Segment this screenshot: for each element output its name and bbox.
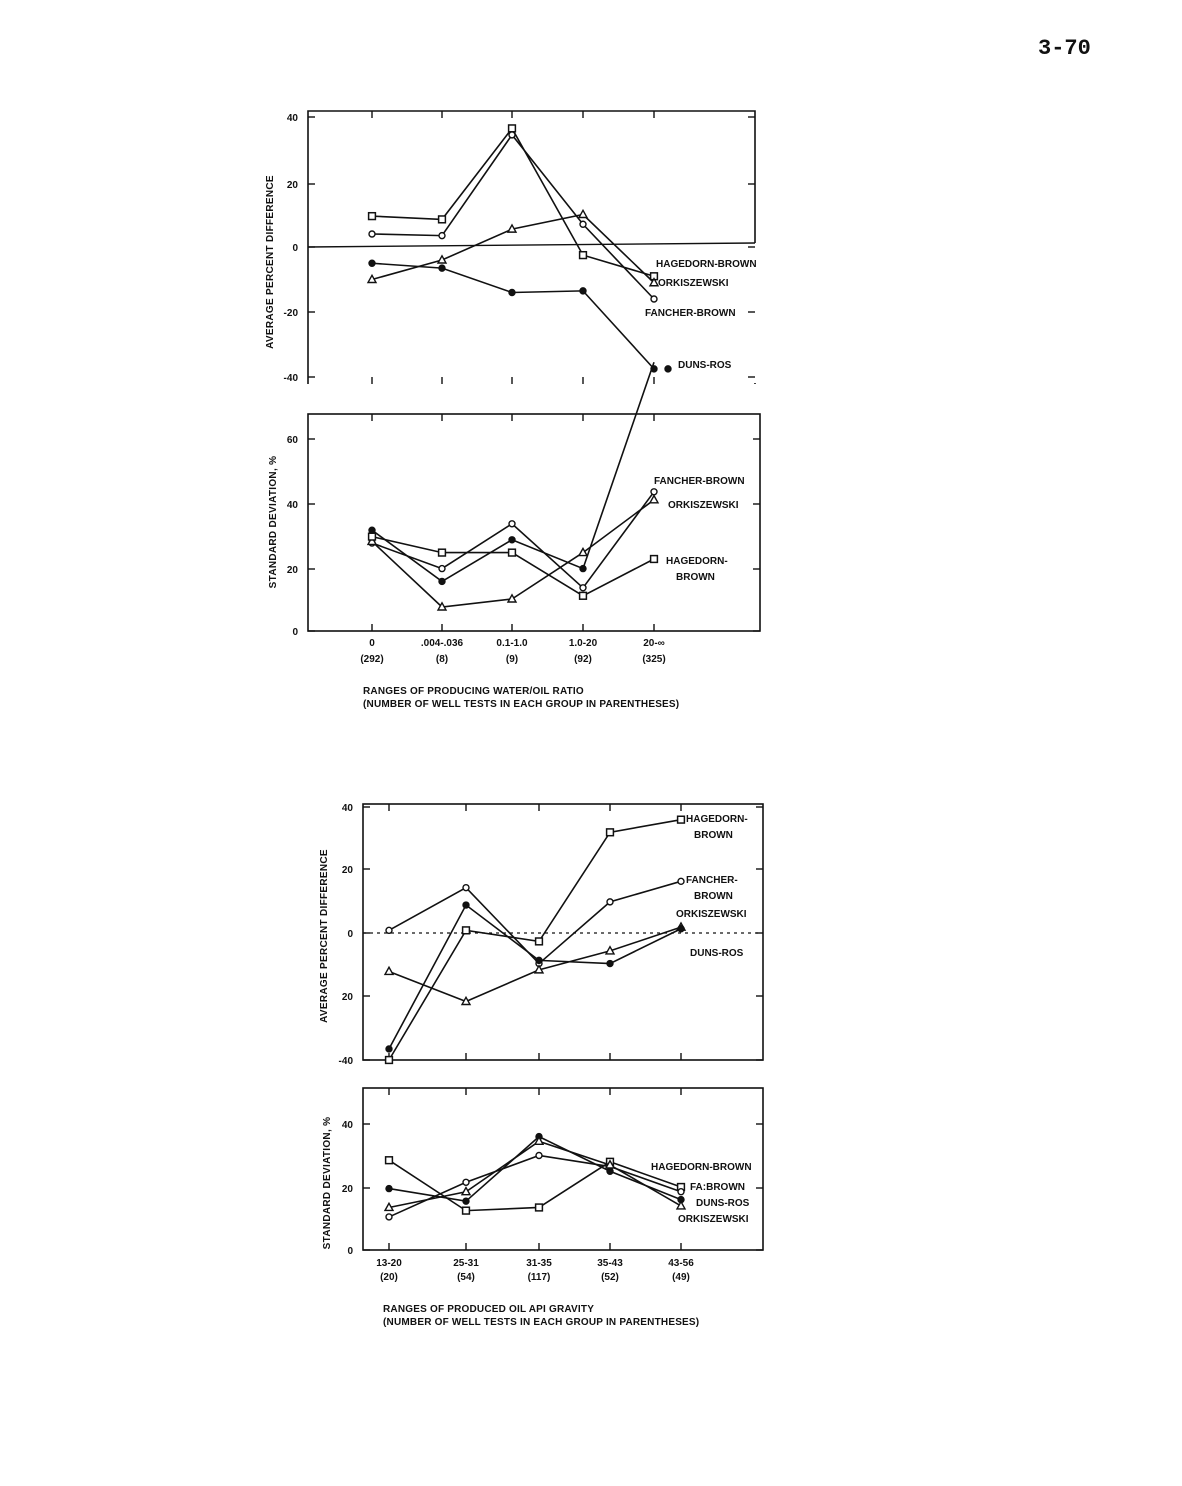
label-hagedorn-brown: HAGEDORN-BROWN	[656, 259, 757, 270]
y-axis-title: AVERAGE PERCENT DIFFERENCE	[265, 175, 276, 349]
data-point	[606, 947, 614, 954]
x-category-count: (20)	[380, 1272, 398, 1283]
y-tick-label: -20	[283, 308, 298, 319]
y-tick-label: 20	[286, 180, 298, 191]
y-tick-label: 0	[292, 243, 298, 254]
data-point	[509, 521, 515, 527]
x-category-count: (8)	[435, 654, 449, 665]
data-point	[438, 256, 446, 263]
data-point	[607, 960, 613, 966]
zero-line	[308, 243, 755, 247]
data-point	[439, 549, 446, 556]
y-tick-label: 40	[286, 113, 298, 124]
x-category-label: 0	[369, 638, 375, 649]
page-number: 3-70	[1038, 36, 1091, 61]
data-point	[509, 125, 516, 132]
data-point	[463, 1207, 470, 1214]
data-point	[536, 938, 543, 945]
series-duns-ros	[386, 902, 684, 1052]
data-point	[509, 537, 515, 543]
series-fancher-brown	[386, 878, 684, 966]
x-category-count: (292)	[360, 654, 384, 665]
data-point	[439, 265, 445, 271]
data-point	[439, 216, 446, 223]
label-duns-ros: DUNS-ROS	[678, 360, 732, 371]
x-axis-title: RANGES OF PRODUCING WATER/OIL RATIO	[363, 686, 584, 697]
data-point	[580, 585, 586, 591]
data-point	[369, 231, 375, 237]
data-point	[580, 288, 586, 294]
series-line	[372, 135, 654, 299]
label-hagedorn-brown: HAGEDORN-	[666, 556, 728, 567]
data-point	[386, 1046, 392, 1052]
series-line	[372, 215, 654, 283]
data-point	[665, 366, 671, 372]
data-point	[651, 556, 658, 563]
data-point	[580, 221, 586, 227]
y-axis-title: STANDARD DEVIATION, %	[322, 1116, 333, 1250]
plot-frame	[363, 804, 763, 1060]
x-category-label: .004-.036	[420, 638, 464, 649]
data-point	[607, 829, 614, 836]
label-fancher-brown: FANCHER-BROWN	[645, 308, 736, 319]
data-point	[385, 1203, 393, 1210]
x-category-count: (9)	[505, 654, 519, 665]
x-category-label: 25-31	[453, 1258, 479, 1269]
series-line	[389, 1137, 681, 1202]
y-tick-label: 60	[286, 435, 298, 446]
data-point	[386, 1185, 392, 1191]
data-point	[536, 957, 542, 963]
chart-panel-bottom-upper	[339, 803, 763, 1067]
data-point	[463, 927, 470, 934]
data-point	[580, 565, 586, 571]
label-hagedorn-brown-2: BROWN	[694, 830, 733, 841]
data-point	[369, 260, 375, 266]
data-point	[678, 816, 685, 823]
x-category-count: (54)	[457, 1272, 475, 1283]
y-tick-label: -40	[338, 1056, 353, 1067]
x-category-label: 13-20	[376, 1258, 402, 1269]
data-point	[386, 1214, 392, 1220]
data-point	[607, 899, 613, 905]
series-orkiszewski	[385, 1137, 685, 1210]
y-tick-label: 0	[347, 1246, 353, 1257]
x-category-label: 20-∞	[643, 638, 665, 649]
data-point	[678, 1189, 684, 1195]
x-category-label: 0.1-1.0	[496, 638, 528, 649]
series-hagedorn-brown	[386, 816, 685, 1063]
y-tick-label: 0	[347, 929, 353, 940]
y-tick-label: 0	[292, 627, 298, 638]
data-point	[369, 527, 375, 533]
plot-frame	[308, 414, 760, 631]
x-category-count: (117)	[527, 1272, 551, 1283]
data-point	[607, 1168, 613, 1174]
x-axis-subtitle: (NUMBER OF WELL TESTS IN EACH GROUP IN PARENTHESES)	[363, 699, 680, 710]
data-point	[508, 595, 516, 602]
data-point	[463, 1179, 469, 1185]
label-orkiszewski: ORKISZEWSKI	[678, 1214, 749, 1225]
label-fancher-brown: FANCHER-BROWN	[654, 476, 745, 487]
data-point	[509, 289, 515, 295]
series-orkiszewski	[368, 210, 658, 285]
data-point	[368, 275, 376, 282]
series-line	[389, 881, 681, 963]
data-point	[508, 225, 516, 232]
data-point	[386, 1057, 393, 1064]
data-point	[386, 927, 392, 933]
label-orkiszewski: ORKISZEWSKI	[668, 500, 739, 511]
series-line	[372, 537, 654, 596]
label-orkiszewski: ORKISZEWSKI	[676, 909, 747, 920]
data-point	[439, 578, 445, 584]
data-point	[509, 549, 516, 556]
data-point	[678, 878, 684, 884]
x-category-count: (325)	[642, 654, 666, 665]
label-hagedorn-brown-2: BROWN	[676, 572, 715, 583]
data-point	[579, 548, 587, 555]
data-point	[463, 902, 469, 908]
data-point	[536, 1204, 543, 1211]
x-category-label: 43-56	[668, 1258, 694, 1269]
y-tick-label: 20	[341, 865, 353, 876]
series-line	[389, 1160, 681, 1210]
data-point	[677, 1202, 685, 1209]
data-point	[509, 132, 515, 138]
x-axis-subtitle: (NUMBER OF WELL TESTS IN EACH GROUP IN PARENTHESES)	[383, 1317, 700, 1328]
data-point	[462, 997, 470, 1004]
data-point	[651, 296, 657, 302]
y-axis-title: AVERAGE PERCENT DIFFERENCE	[319, 849, 330, 1023]
data-point	[579, 210, 587, 217]
series-line	[389, 905, 681, 1049]
series-hagedorn-brown	[386, 1157, 685, 1214]
data-point	[678, 926, 684, 932]
x-category-count: (52)	[601, 1272, 619, 1283]
y-tick-label: 20	[341, 1184, 353, 1195]
series-fancher-brown	[369, 132, 657, 302]
x-axis-title: RANGES OF PRODUCED OIL API GRAVITY	[383, 1304, 595, 1315]
data-point	[580, 592, 587, 599]
data-point	[462, 1188, 470, 1195]
label-fancher-brown: FA:BROWN	[690, 1182, 745, 1193]
label-hagedorn-brown: HAGEDORN-BROWN	[651, 1162, 752, 1173]
data-point	[386, 1157, 393, 1164]
data-point	[463, 1198, 469, 1204]
label-duns-ros: DUNS-ROS	[690, 948, 744, 959]
y-tick-label: 20	[286, 565, 298, 576]
y-tick-label: 40	[341, 803, 353, 814]
x-category-label: 1.0-20	[568, 638, 598, 649]
data-point	[536, 1153, 542, 1159]
y-tick-label: 40	[341, 1120, 353, 1131]
x-category-count: (92)	[574, 654, 592, 665]
plot-frame	[308, 111, 755, 384]
series-duns-ros	[369, 260, 657, 372]
y-tick-label: -40	[283, 373, 298, 384]
data-point	[385, 967, 393, 974]
data-point	[439, 233, 445, 239]
y-tick-label: 40	[286, 500, 298, 511]
y-tick-label: 20	[341, 992, 353, 1003]
data-point	[369, 533, 376, 540]
x-category-label: 35-43	[597, 1258, 623, 1269]
data-point	[651, 489, 657, 495]
chart-panel-top-upper	[284, 111, 755, 384]
data-point	[439, 566, 445, 572]
label-hagedorn-brown: HAGEDORN-	[686, 814, 748, 825]
label-orkiszewski: ORKISZEWSKI	[658, 278, 729, 289]
x-category-label: 31-35	[526, 1258, 552, 1269]
data-point	[580, 252, 587, 259]
y-axis-title: STANDARD DEVIATION, %	[268, 455, 279, 589]
x-category-count: (49)	[672, 1272, 690, 1283]
label-fancher-brown-2: BROWN	[694, 891, 733, 902]
label-duns-ros: DUNS-ROS	[696, 1198, 750, 1209]
label-fancher-brown: FANCHER-	[686, 875, 738, 886]
series-line	[372, 263, 654, 369]
data-point	[369, 213, 376, 220]
data-point	[535, 966, 543, 973]
data-point	[463, 885, 469, 891]
